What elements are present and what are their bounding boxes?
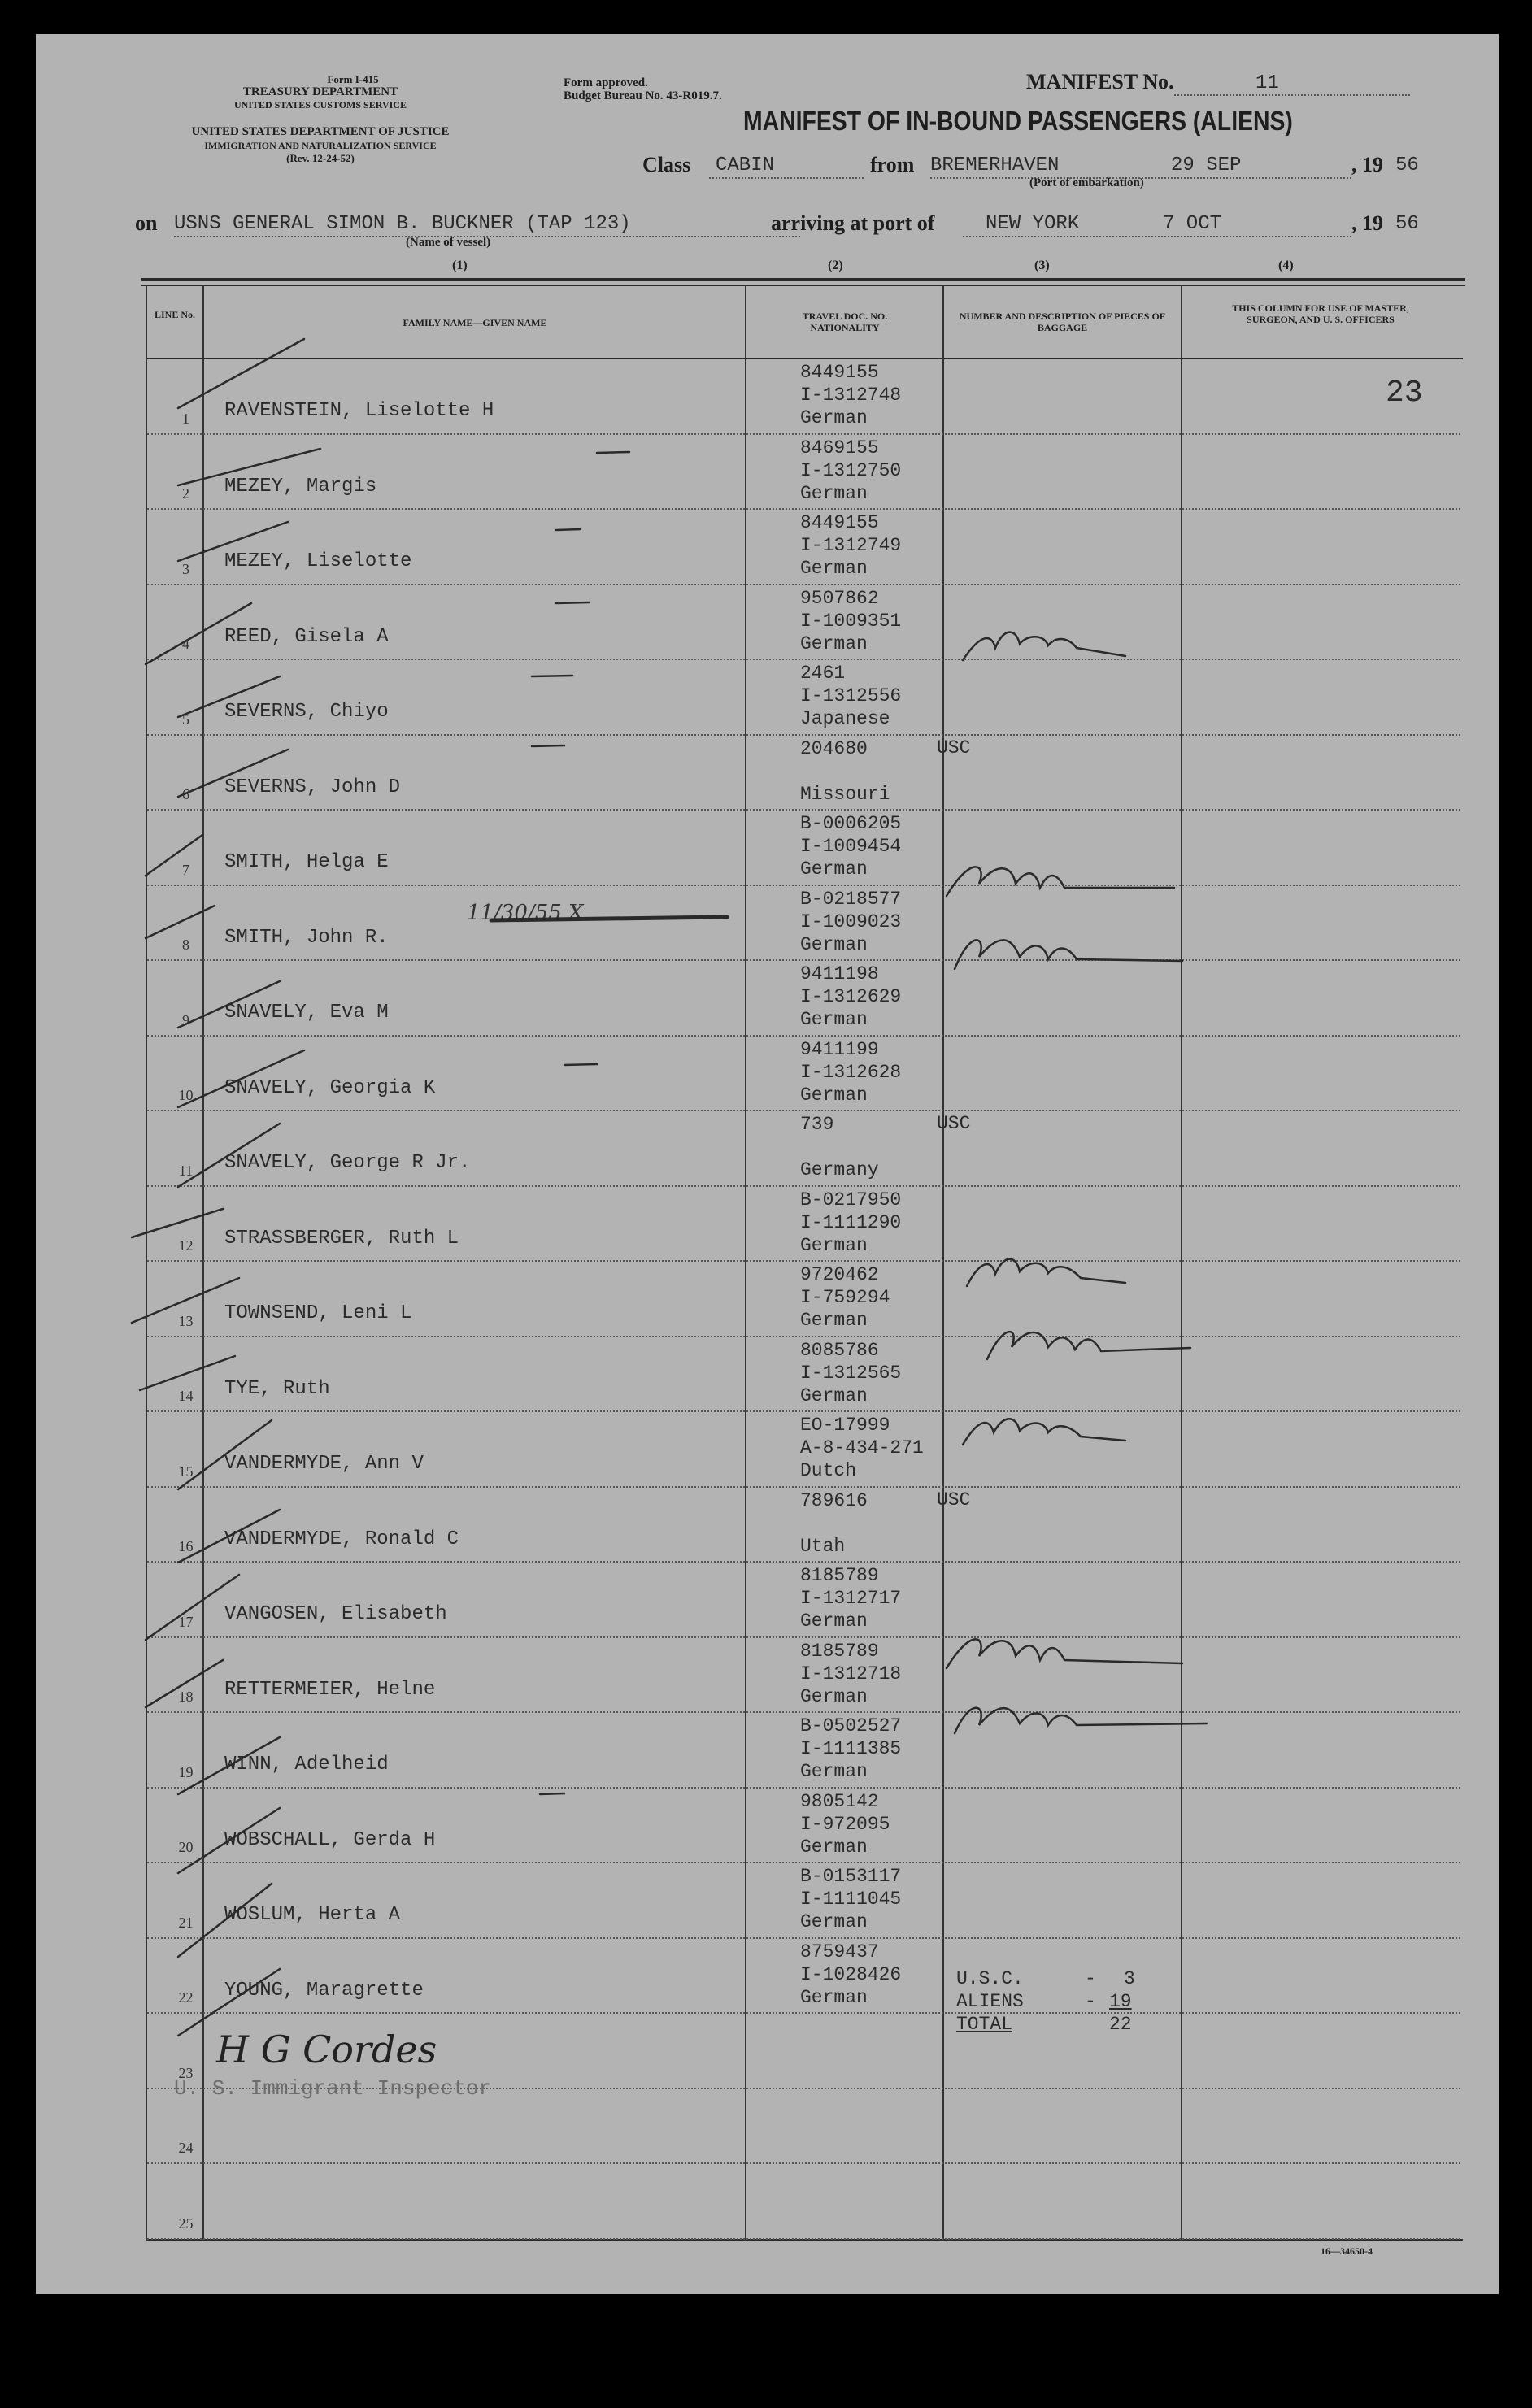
row-line-number: 23 (178, 2064, 194, 2081)
travel-doc-number: 8185789 (800, 1565, 879, 1586)
row-separator (147, 659, 1460, 660)
totals-aliens-value: 19 (1109, 1991, 1132, 2012)
row-separator (147, 959, 1460, 961)
customs-service: UNITED STATES CUSTOMS SERVICE (234, 99, 407, 111)
on-label: on (135, 211, 158, 235)
header-travel-doc: TRAVEL DOC. NO. NATIONALITY (802, 311, 888, 333)
col-number-2: (2) (828, 259, 843, 272)
travel-doc-secondary: I-759294 (800, 1287, 890, 1308)
header-officers: THIS COLUMN FOR USE OF MASTER, SURGEON, AND U. S. OFFICERS (1232, 302, 1409, 325)
travel-doc-number: 789616 (800, 1489, 868, 1511)
baggage-initials-17 (947, 1639, 1182, 1668)
nationality: German (800, 1685, 868, 1707)
baggage-initials-14 (963, 1419, 1125, 1445)
nationality: German (800, 933, 868, 955)
passenger-name: RETTERMEIER, Helne (224, 1678, 436, 1701)
passenger-name: YOUNG, Maragrette (224, 1979, 424, 2002)
row-separator (147, 1787, 1460, 1789)
row-line-number: 11 (178, 1162, 194, 1179)
travel-doc-secondary: I-972095 (800, 1813, 890, 1835)
travel-doc-number: 9411199 (800, 1038, 879, 1060)
row-line-number: 22 (178, 1989, 194, 2006)
nationality: German (800, 1009, 868, 1030)
vessel-name: USNS GENERAL SIMON B. BUCKNER (TAP 123) (174, 213, 631, 235)
passenger-name: SNAVELY, Eva M (224, 1002, 389, 1024)
passenger-name: WOBSCHALL, Gerda H (224, 1828, 436, 1851)
class-label: Class (642, 153, 691, 176)
row-line-number: 16 (178, 1538, 194, 1554)
port-of-embarkation: BREMERHAVEN (930, 154, 1060, 176)
row-separator (147, 2238, 1460, 2240)
passenger-name: TOWNSEND, Leni L (224, 1302, 412, 1324)
form-number: Form I-415 (327, 73, 379, 85)
passenger-name: WOSLUM, Herta A (224, 1904, 401, 1926)
passenger-name: SNAVELY, Georgia K (224, 1076, 436, 1099)
arrival-port: NEW YORK (986, 213, 1080, 235)
row-separator (147, 1711, 1460, 1713)
row-line-number: 9 (182, 1011, 189, 1028)
travel-doc-secondary: I-1009023 (800, 911, 902, 932)
travel-doc-number: 9720462 (800, 1264, 879, 1285)
dash-3 (556, 602, 589, 603)
travel-doc-number: 8449155 (800, 512, 879, 533)
travel-doc-secondary: I-1312717 (800, 1588, 902, 1609)
immigration-service: IMMIGRATION AND NATURALIZATION SERVICE (204, 140, 437, 151)
nationality: German (800, 1384, 868, 1406)
nationality: Japanese (800, 708, 890, 729)
divider-line-no (202, 285, 204, 2241)
row-line-number: 18 (178, 1689, 194, 1705)
totals-total-label: TOTAL (956, 2014, 1013, 2035)
travel-doc-secondary: I-1312628 (800, 1061, 902, 1083)
row-line-number: 2 (182, 485, 189, 502)
header-line-no: LINE No. (154, 309, 195, 320)
totals-aliens-label: ALIENS (956, 1991, 1024, 2012)
row-line-number: 19 (178, 1763, 194, 1780)
totals-usc-label: U.S.C. (956, 1968, 1024, 1989)
travel-doc-number: B-0006205 (800, 813, 902, 834)
page-title: MANIFEST OF IN-BOUND PASSENGERS (ALIENS) (743, 106, 1293, 136)
travel-doc-secondary: I-1111290 (800, 1211, 902, 1233)
row-line-number: 5 (182, 711, 189, 728)
travel-doc-number: EO-17999 (800, 1415, 890, 1436)
class-line (709, 177, 864, 179)
passenger-name: MEZEY, Margis (224, 475, 377, 498)
travel-doc-number: 204680 (800, 737, 868, 759)
baggage-initials-8 (955, 940, 1182, 969)
row-separator (147, 508, 1460, 510)
table-top-rule (141, 278, 1465, 281)
travel-doc-number: 9411198 (800, 963, 879, 984)
totals-aliens-dash: - (1085, 1991, 1096, 2012)
row-separator (147, 1110, 1460, 1111)
col-number-3: (3) (1034, 259, 1050, 272)
travel-doc-number: B-0218577 (800, 888, 902, 910)
inspector-title: U. S. Immigrant Inspector (174, 2076, 492, 2101)
travel-doc-secondary: I-1111045 (800, 1889, 902, 1910)
nationality: German (800, 632, 868, 654)
divider-baggage (1181, 285, 1182, 2241)
table-header-bottom (146, 358, 1463, 359)
nationality: German (800, 858, 868, 880)
footer-code: 16—34650-4 (1321, 2245, 1373, 2257)
usc-marker: USC (937, 737, 971, 758)
embark-year-prefix: , 19 (1351, 153, 1383, 176)
row-line-number: 1 (182, 410, 189, 427)
inspector-signature: H G Cordes (216, 2028, 437, 2071)
form-approved: Form approved. (564, 76, 648, 89)
row-line-number: 21 (178, 1914, 194, 1931)
totals-usc-value: 3 (1124, 1968, 1135, 1989)
totals-usc-dash: - (1085, 1968, 1096, 1989)
nationality: Germany (800, 1159, 879, 1180)
travel-doc-secondary: I-1312748 (800, 385, 902, 406)
nationality: German (800, 407, 868, 428)
passenger-name: MEZEY, Liselotte (224, 550, 412, 572)
class-value: CABIN (716, 154, 775, 176)
travel-doc-secondary: I-1028426 (800, 1963, 902, 1985)
travel-doc-secondary: I-1111385 (800, 1738, 902, 1759)
travel-doc-number: 9805142 (800, 1790, 879, 1812)
row-separator (147, 1486, 1460, 1488)
travel-doc-secondary: I-1312749 (800, 535, 902, 556)
budget-bureau: Budget Bureau No. 43-R019.7. (564, 89, 722, 102)
passenger-name: SMITH, Helga E (224, 851, 389, 873)
travel-doc-number: 739 (800, 1114, 834, 1135)
manifest-page (36, 34, 1499, 2294)
dash-2 (556, 529, 581, 530)
usc-marker: USC (937, 1489, 971, 1510)
dash-5 (532, 745, 564, 746)
travel-doc-number: 8085786 (800, 1339, 879, 1361)
row-separator (147, 1260, 1460, 1262)
dash-6 (564, 1064, 597, 1065)
header-family-name: FAMILY NAME—GIVEN NAME (403, 317, 547, 328)
page-number: 23 (1386, 376, 1423, 411)
travel-doc-number: B-0502527 (800, 1715, 902, 1736)
row-line-number: 6 (182, 786, 189, 802)
arrival-year: 56 (1395, 213, 1419, 235)
form-revision: (Rev. 12-24-52) (286, 152, 355, 164)
travel-doc-secondary: I-1312629 (800, 986, 902, 1007)
travel-doc-number: 8759437 (800, 1941, 879, 1962)
travel-doc-secondary: I-1312718 (800, 1663, 902, 1684)
travel-doc-number: 8185789 (800, 1640, 879, 1662)
check-mark-8 (146, 906, 215, 938)
arrival-line (963, 236, 1351, 237)
travel-doc-secondary: A-8-434-271 (800, 1437, 924, 1458)
table-top-rule-thin (141, 285, 1465, 286)
row-line-number: 10 (178, 1087, 194, 1103)
arrival-date: 7 OCT (1163, 213, 1222, 235)
travel-doc-number: B-0217950 (800, 1189, 902, 1211)
divider-name (745, 285, 746, 2241)
passenger-name: STRASSBERGER, Ruth L (224, 1227, 459, 1250)
passenger-name: VANDERMYDE, Ann V (224, 1453, 424, 1475)
check-mark-1 (178, 339, 304, 408)
travel-doc-secondary: I-1009351 (800, 610, 902, 632)
row-separator (147, 2012, 1460, 2014)
row-separator (147, 734, 1460, 736)
from-label: from (870, 153, 915, 176)
department-of-justice: UNITED STATES DEPARTMENT OF JUSTICE (191, 125, 450, 138)
row-line-number: 4 (182, 636, 189, 652)
manifest-no-value: 11 (1256, 72, 1279, 94)
row-separator (147, 2162, 1460, 2164)
travel-doc-number: 9507862 (800, 587, 879, 609)
arriving-label: arriving at port of (771, 211, 935, 235)
row-line-number: 24 (178, 2140, 194, 2156)
manifest-no-label: MANIFEST No. (1026, 70, 1174, 93)
nationality: German (800, 1310, 868, 1331)
row-line-number: 13 (178, 1312, 194, 1329)
check-mark-14 (140, 1356, 235, 1390)
nationality: German (800, 482, 868, 504)
nationality: Utah (800, 1535, 846, 1557)
row-line-number: 20 (178, 1839, 194, 1855)
col-number-1: (1) (452, 259, 468, 272)
travel-doc-number: 2461 (800, 663, 846, 684)
travel-doc-number: 8469155 (800, 437, 879, 459)
row-line-number: 17 (178, 1613, 194, 1630)
row-line-number: 25 (178, 2215, 194, 2232)
table-left-border (146, 285, 147, 2241)
travel-doc-secondary: I-1009454 (800, 836, 902, 857)
nationality: Dutch (800, 1460, 857, 1481)
dash-7 (540, 1793, 564, 1794)
travel-doc-secondary: I-1312565 (800, 1362, 902, 1384)
nationality: German (800, 1234, 868, 1256)
arrival-year-prefix: , 19 (1351, 211, 1383, 235)
passenger-name: SNAVELY, George R Jr. (224, 1152, 471, 1174)
usc-marker: USC (937, 1113, 971, 1134)
row-separator (147, 1561, 1460, 1563)
passenger-name: RAVENSTEIN, Liselotte H (224, 400, 494, 422)
divider-doc (942, 285, 944, 2241)
row-line-number: 12 (178, 1237, 194, 1254)
embark-year: 56 (1395, 154, 1419, 176)
smith-date-mark: 11/30/55 X (467, 901, 584, 925)
row-separator (147, 809, 1460, 811)
row-line-number: 8 (182, 937, 189, 953)
row-separator (147, 1937, 1460, 1939)
row-separator (147, 584, 1460, 585)
totals-total-value: 22 (1109, 2014, 1132, 2035)
nationality: German (800, 1836, 868, 1858)
treasury-department: TREASURY DEPARTMENT (242, 85, 398, 98)
baggage-initials-7 (947, 867, 1174, 896)
row-separator (147, 1185, 1460, 1187)
row-separator (147, 1035, 1460, 1037)
row-separator (147, 885, 1460, 886)
col-number-4: (4) (1278, 259, 1294, 272)
manifest-no-line (1174, 94, 1410, 96)
nationality: German (800, 1911, 868, 1932)
passenger-name: VANDERMYDE, Ronald C (224, 1528, 459, 1550)
row-line-number: 3 (182, 560, 189, 577)
nationality: German (800, 1084, 868, 1106)
passenger-name: VANGOSEN, Elisabeth (224, 1603, 447, 1625)
travel-doc-secondary: I-1312556 (800, 685, 902, 706)
travel-doc-number: 8449155 (800, 362, 879, 383)
baggage-initials-4 (963, 632, 1125, 660)
nationality: German (800, 1986, 868, 2008)
passenger-name: SEVERNS, Chiyo (224, 701, 389, 723)
row-line-number: 14 (178, 1388, 194, 1404)
nationality: German (800, 1761, 868, 1782)
row-separator (147, 1636, 1460, 1638)
row-separator (147, 1862, 1460, 1863)
vessel-caption: (Name of vessel) (406, 236, 491, 249)
nationality: Missouri (800, 783, 890, 805)
passenger-name: TYE, Ruth (224, 1377, 330, 1400)
passenger-name: SEVERNS, John D (224, 776, 401, 798)
passenger-name: REED, Gisela A (224, 625, 389, 648)
dash-1 (597, 452, 629, 453)
row-separator (147, 433, 1460, 435)
row-line-number: 7 (182, 861, 189, 878)
port-caption: (Port of embarkation) (1029, 176, 1144, 189)
embark-date: 29 SEP (1171, 154, 1242, 176)
row-line-number: 15 (178, 1463, 194, 1480)
travel-doc-number: B-0153117 (800, 1866, 902, 1887)
nationality: German (800, 1610, 868, 1632)
travel-doc-secondary: I-1312750 (800, 459, 902, 481)
header-baggage: NUMBER AND DESCRIPTION OF PIECES OF BAGGAGE (959, 311, 1166, 333)
passenger-name: WINN, Adelheid (224, 1754, 389, 1776)
passenger-name: SMITH, John R. (224, 926, 389, 949)
nationality: German (800, 558, 868, 579)
baggage-initials-12 (967, 1259, 1125, 1286)
row-separator (147, 1410, 1460, 1412)
row-separator (147, 1336, 1460, 1337)
